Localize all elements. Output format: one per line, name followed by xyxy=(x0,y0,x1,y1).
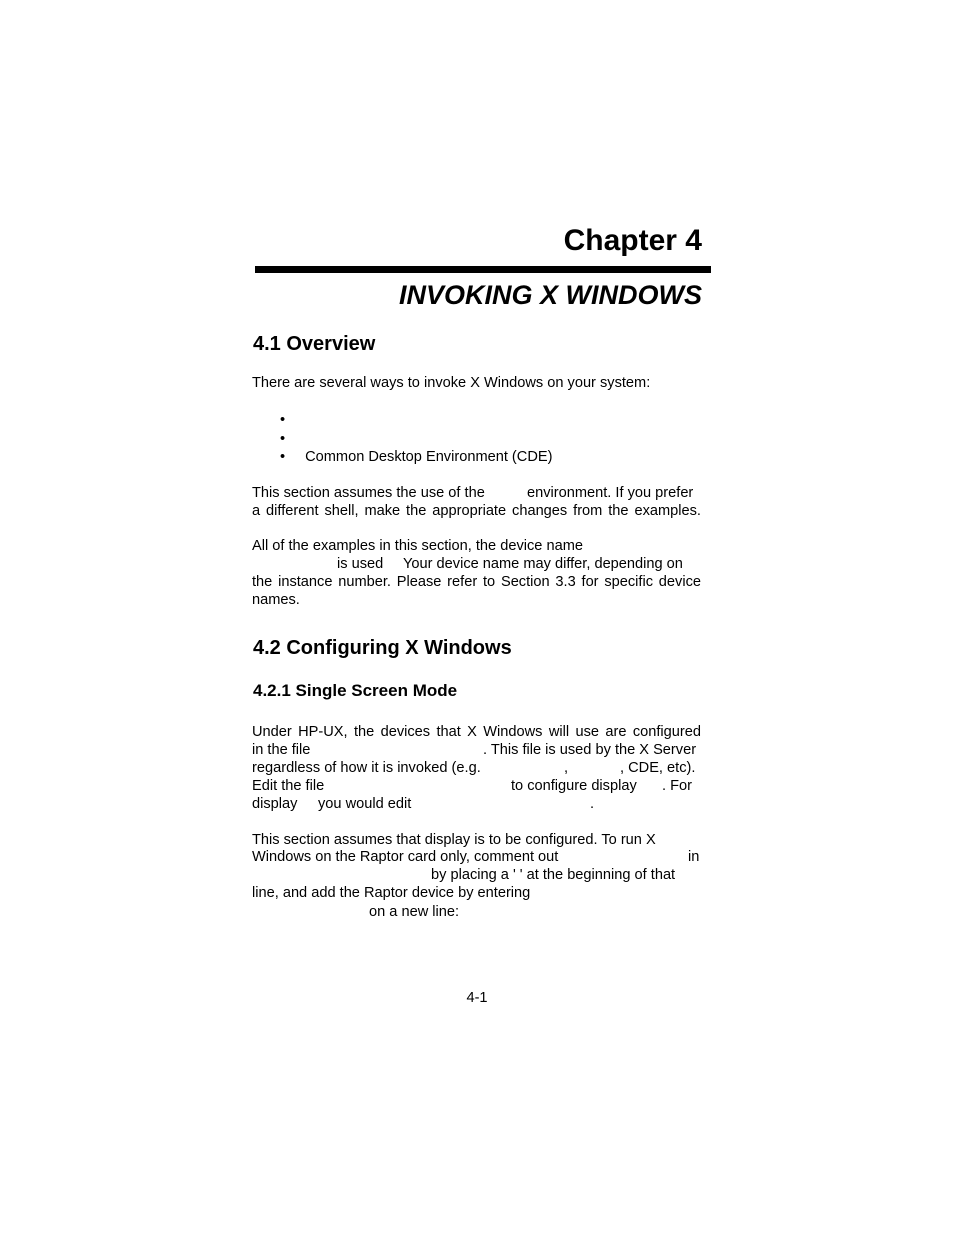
chapter-label: Chapter 4 xyxy=(563,224,702,257)
overview-p2-line: is used xyxy=(337,556,384,572)
chapter-title: INVOKING X WINDOWS xyxy=(399,280,702,310)
overview-p1-line: a different shell, make the appropriate changes from the examples. xyxy=(252,503,701,519)
chapter-divider xyxy=(255,266,711,273)
config-p2-line: Windows on the Raptor card only, comment out xyxy=(252,849,559,865)
config-p1-line: regardless of how it is invoked (e.g. xyxy=(252,760,481,776)
page-number: 4-1 xyxy=(466,990,488,1006)
config-p1-line: , CDE, etc). xyxy=(620,760,696,776)
config-p1-line: . For xyxy=(662,778,692,794)
bullet-item: • xyxy=(280,412,286,428)
configuring-heading: 4.2 Configuring X Windows xyxy=(253,637,512,659)
config-p2-line: by placing a ' ' at the beginning of that xyxy=(431,867,676,883)
overview-p2-line: the instance number. Please refer to Section 3.3 for specific device xyxy=(252,574,701,590)
config-p1-line: to configure display xyxy=(511,778,637,794)
overview-p1-line: environment. If you prefer xyxy=(527,485,694,501)
single-screen-heading: 4.2.1 Single Screen Mode xyxy=(253,681,458,700)
overview-p1-line: This section assumes the use of the xyxy=(252,485,485,501)
bullet-item: • Common Desktop Environment (CDE) xyxy=(280,449,553,465)
bullet-text: Common Desktop Environment (CDE) xyxy=(305,449,553,465)
config-p1-line: display xyxy=(252,796,298,812)
overview-p2-line: Your device name may differ, depending on xyxy=(403,556,683,572)
config-p1-line: you would edit xyxy=(318,796,412,812)
config-p1-line: in the file xyxy=(252,742,311,758)
config-p2-line: in xyxy=(688,849,700,865)
bullet-item: • xyxy=(280,431,286,447)
config-p1-line: . xyxy=(590,796,595,812)
config-p1-line: , xyxy=(564,760,569,776)
config-p2-line: This section assumes that display is to be configured. To run X xyxy=(252,832,656,848)
config-p1-line: Edit the file xyxy=(252,778,325,794)
overview-intro: There are several ways to invoke X Windows on your system: xyxy=(252,375,651,391)
config-p2-line: on a new line: xyxy=(369,904,460,920)
config-p1-line: . This file is used by the X Server xyxy=(483,742,697,758)
overview-p2-line: names. xyxy=(252,592,300,608)
overview-heading: 4.1 Overview xyxy=(253,333,376,355)
config-p2-line: line, and add the Raptor device by entering xyxy=(252,885,531,901)
overview-p2-line: All of the examples in this section, the device name xyxy=(252,538,583,554)
config-p1-line: Under HP-UX, the devices that X Windows will use are configured xyxy=(252,724,701,740)
